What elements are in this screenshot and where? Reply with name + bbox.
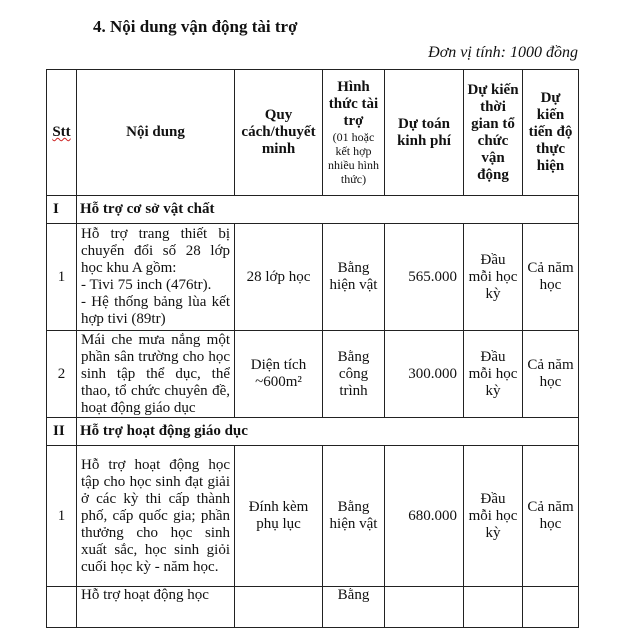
row-time: Đầu mỗi học kỳ xyxy=(464,446,523,587)
table-header-row xyxy=(47,70,579,196)
sponsorship-table xyxy=(46,69,579,628)
table-row xyxy=(47,587,579,628)
header-stt: Stt xyxy=(47,70,77,196)
row-stt xyxy=(47,587,77,628)
row-time: Đầu mỗi học kỳ xyxy=(464,224,523,331)
row-form: Bằng xyxy=(323,587,385,628)
row-cost: 680.000 xyxy=(385,446,464,587)
section-title: Hỗ trợ hoạt động giáo dục xyxy=(77,418,579,446)
header-du-toan: Dự toán kinh phí xyxy=(385,70,464,196)
header-quy-cach: Quy cách/thuyết minh xyxy=(235,70,323,196)
row-content: Mái che mưa nắng một phần sân trường cho học sinh tập thể dục, thể thao, tổ chức chuyên đề, hoạt động giáo dục xyxy=(77,331,235,418)
row-time: Đầu mỗi học kỳ xyxy=(464,331,523,418)
row-spec: 28 lớp học xyxy=(235,224,323,331)
content-line: - Hệ thống bảng lùa kết hợp tivi (89tr) xyxy=(81,294,230,327)
section-number: II xyxy=(47,418,77,446)
section-number: I xyxy=(47,196,77,224)
row-spec: Diện tích ~600m² xyxy=(235,331,323,418)
row-content: Hỗ trợ hoạt động học tập cho học sinh đạt giải ở các kỳ thi cấp thành phố, cấp quốc gia; phần thưởng cho học sinh xuất sắc, học sinh giỏi cuối học kỳ - năm học. xyxy=(77,446,235,587)
section-title: Hỗ trợ cơ sở vật chất xyxy=(77,196,579,224)
row-progress: Cả năm học xyxy=(523,224,579,331)
header-thoi-gian: Dự kiến thời gian tổ chức vận động xyxy=(464,70,523,196)
row-cost: 300.000 xyxy=(385,331,464,418)
row-spec: Đính kèm phụ lục xyxy=(235,446,323,587)
table-row xyxy=(47,446,579,587)
table-row xyxy=(47,224,579,331)
row-stt: 1 xyxy=(47,224,77,331)
row-form: Bằng công trình xyxy=(323,331,385,418)
row-progress: Cả năm học xyxy=(523,446,579,587)
row-form: Bằng hiện vật xyxy=(323,446,385,587)
section-heading: 4. Nội dung vận động tài trợ xyxy=(93,17,298,36)
header-hinh-thuc xyxy=(323,70,385,196)
content-line: Hỗ trợ trang thiết bị chuyển đổi số 28 lớp học khu A gồm: xyxy=(81,226,230,276)
section-row-i xyxy=(47,196,579,224)
row-progress: Cả năm học xyxy=(523,331,579,418)
header-noi-dung: Nội dung xyxy=(77,70,235,196)
content-line: - Tivi 75 inch (476tr). xyxy=(81,277,212,293)
row-spec xyxy=(235,587,323,628)
unit-note: Đơn vị tính: 1000 đồng xyxy=(428,44,578,61)
row-form: Bằng hiện vật xyxy=(323,224,385,331)
row-content xyxy=(77,224,235,331)
row-progress xyxy=(523,587,579,628)
row-stt: 2 xyxy=(47,331,77,418)
row-time xyxy=(464,587,523,628)
section-row-ii xyxy=(47,418,579,446)
row-cost xyxy=(385,587,464,628)
header-hinh-thuc-label: Hình thức tài trợ xyxy=(328,79,379,129)
row-content: Hỗ trợ hoạt động học xyxy=(77,587,235,628)
row-cost: 565.000 xyxy=(385,224,464,331)
header-tien-do: Dự kiến tiến độ thực hiện xyxy=(523,70,579,196)
table-row xyxy=(47,331,579,418)
header-hinh-thuc-note: (01 hoặc kết hợp nhiều hình thức) xyxy=(328,130,379,186)
row-stt: 1 xyxy=(47,446,77,587)
